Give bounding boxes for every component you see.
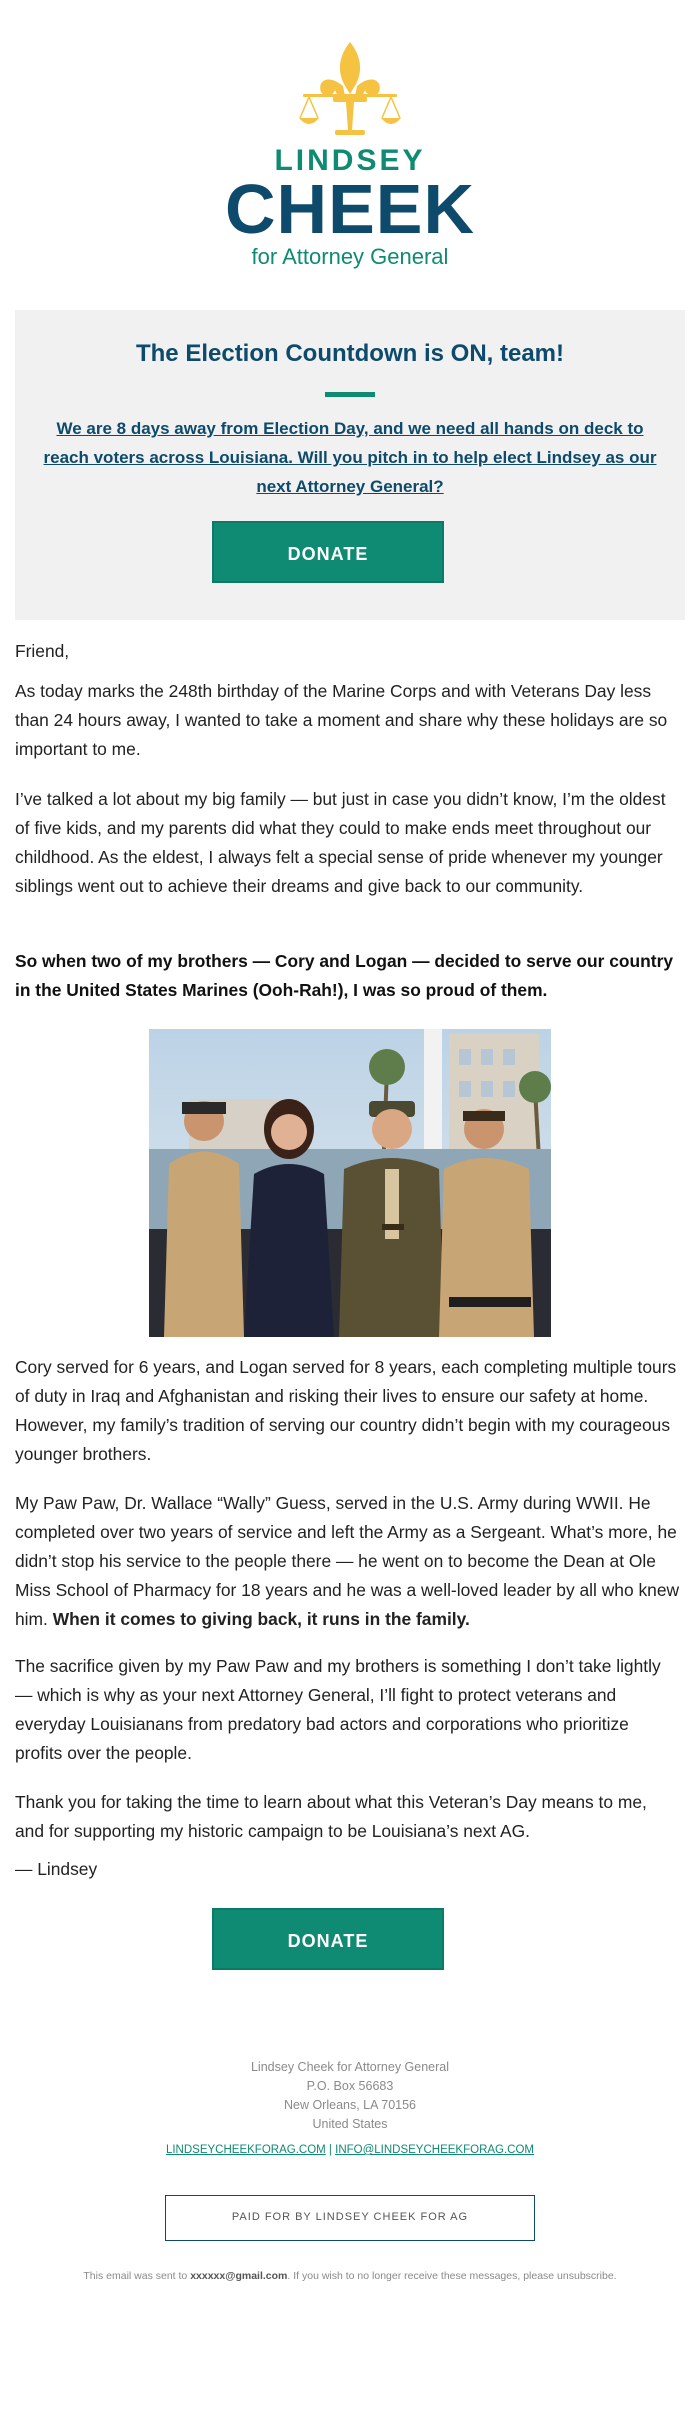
paragraph-paw-paw-text: My Paw Paw, Dr. Wallace “Wally” Guess, served in the U.S. Army during WWII. He completed over two years of service and left the Army as a Sergeant. What’s more, he didn’t stop his service to the people there — he went on to become the Dean at Ole Miss School of Pharmacy for 18 years and he was a well-loved leader by all who knew him.	[15, 1493, 680, 1629]
greeting: Friend,	[15, 641, 70, 661]
banner-title: The Election Countdown is ON, team!	[135, 340, 564, 367]
countdown-banner	[15, 310, 685, 620]
website-link[interactable]: LINDSEYCHEEKFORAG.COM	[165, 2144, 326, 2156]
footer-address	[0, 2058, 700, 2134]
recipient-email: xxxxxx@gmail.com	[190, 2270, 288, 2282]
paragraph-paw-paw-bold: When it comes to giving back, it runs in the family.	[52, 1609, 470, 1629]
footer-disclaimer	[0, 2270, 700, 2282]
paragraph-service: Cory served for 6 years, and Logan served for 8 years, each completing multiple tours of duty in Iraq and Afghanistan and risking their lives to ensure our safety at home. However, my family’s tradition of serving our country didn’t begin with my courageous younger brothers.	[15, 1357, 677, 1464]
donate-button-bottom[interactable]: DONATE	[212, 1908, 444, 1970]
footer-country: United States	[312, 2117, 388, 2131]
footer-city: New Orleans, LA 70156	[283, 2098, 417, 2112]
campaign-logo	[0, 40, 700, 270]
disclaimer-suffix[interactable]: . If you wish to no longer receive these messages, please unsubscribe.	[287, 2270, 617, 2282]
email-link[interactable]: INFO@LINDSEYCHEEKFORAG.COM	[335, 2144, 535, 2156]
signoff: — Lindsey	[15, 1859, 98, 1879]
paragraph-family: I’ve talked a lot about my big family — but just in case you didn’t know, I’m the oldest of five kids, and my parents did what they could to make ends meet throughout our childhood. As the eldest, I always felt a special sense of pride whenever my younger siblings went out to achieve their dreams and give back to our community.	[15, 789, 666, 896]
banner-divider	[325, 392, 375, 397]
footer-links	[0, 2144, 700, 2156]
paragraph-thanks: Thank you for taking the time to learn about what this Veteran’s Day means to me, and for supporting my historic campaign to be Louisiana’s next AG.	[15, 1792, 647, 1841]
paragraph-sacrifice: The sacrifice given by my Paw Paw and my brothers is something I don’t take lightly — which is why as your next Attorney General, I’ll fight to protect veterans and everyday Louisianans from predatory bad actors and corporations who prioritize profits over the people.	[15, 1656, 661, 1763]
footer-po-box: P.O. Box 56683	[306, 2079, 394, 2093]
banner-link-text[interactable]: We are 8 days away from Election Day, and we need all hands on deck to reach voters across Louisiana. Will you pitch in to help elect Lindsey as our next Attorney General?	[43, 419, 657, 496]
paragraph-brothers-bold: So when two of my brothers — Cory and Logan — decided to serve our country in the United States Marines (Ooh-Rah!), I was so proud of them.	[15, 951, 674, 1000]
logo-subtitle: for Attorney General	[251, 244, 449, 269]
donate-button-top[interactable]: DONATE	[212, 521, 444, 583]
disclaimer-prefix: This email was sent to	[83, 2270, 188, 2282]
logo-last-name: CHEEK	[224, 170, 476, 248]
family-photo	[149, 1029, 551, 1337]
family-photo-illustration	[149, 1029, 551, 1337]
paid-for-box: PAID FOR BY LINDSEY CHEEK FOR AG	[165, 2195, 535, 2241]
fleur-de-lis-scales-icon	[295, 40, 405, 140]
link-separator: |	[328, 2144, 332, 2156]
footer-org: Lindsey Cheek for Attorney General	[250, 2060, 450, 2074]
paragraph-marine-corps: As today marks the 248th birthday of the Marine Corps and with Veterans Day less than 24 hours away, I wanted to take a moment and share why these holidays are so important to me.	[15, 681, 668, 759]
paragraph-paw-paw	[15, 1489, 680, 1634]
logo-first-name: LINDSEY	[274, 144, 426, 177]
